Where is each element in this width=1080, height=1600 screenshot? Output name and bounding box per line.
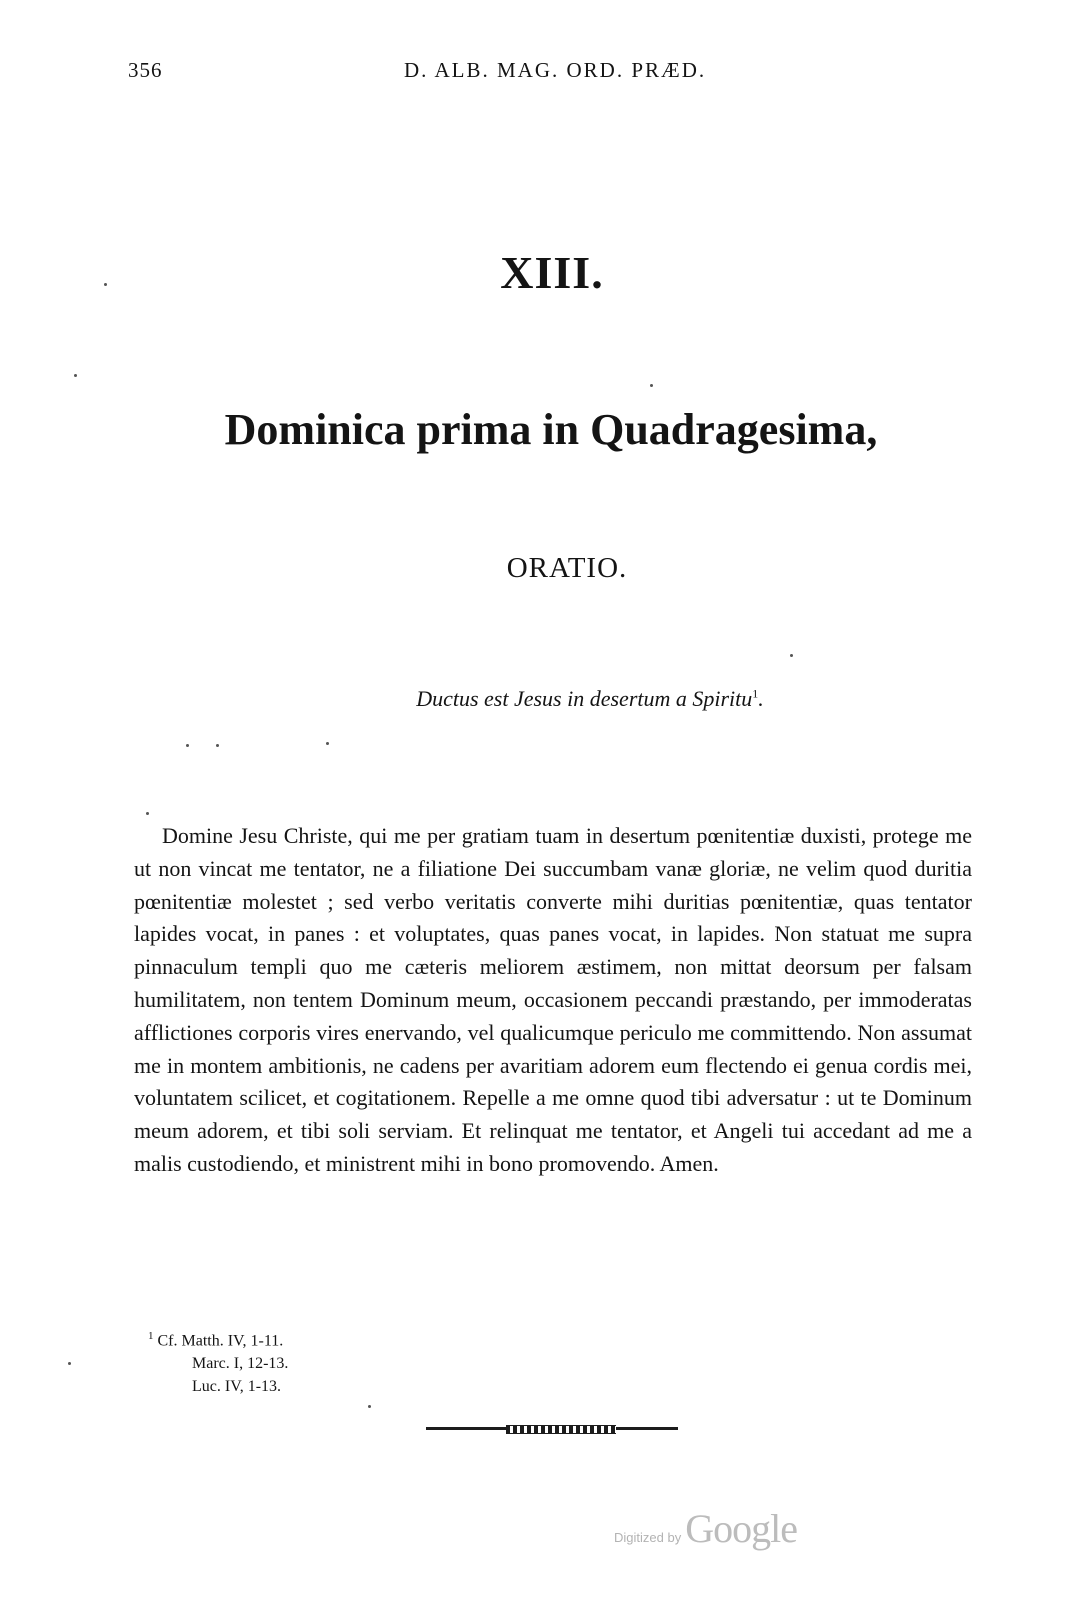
chapter-number: XIII. [500, 247, 604, 298]
footnote-line [148, 1375, 288, 1398]
epigraph-end: . [758, 686, 764, 711]
digitized-watermark [614, 1505, 797, 1551]
sub-title: ORATIO. [506, 552, 628, 584]
section-title: Dominica prima in Quadragesima, [224, 405, 878, 454]
print-speck [74, 374, 77, 377]
prayer-paragraph: Domine Jesu Christe, qui me per gratiam tuam in desertum pœnitentiæ duxisti, protege me ut non vincat me tentator, ne a filiatione Dei succumbam vanæ gloriæ, ne velim quod duritia pœnitentiæ molestet ; sed verbo veritatis converte mihi duritias pœnitentiæ, quas tentator lapides vocat, in panes : et voluptates, quas panes vocat, in lapides. Non statuat me supra pinnaculum templi quo me cæteris meliorem æstimem, non mittat deorsum per falsam humilitatem, non tentem Dominum meum, occasionem peccandi præstando, per immoderatas afflictiones corporis vires enervando, vel qualicumque periculo me committendo. Non assumat me in montem ambitionis, ne cadens per avaritiam adorem eum flectendo ei genua cordis mei, voluntatem scilicet, et cogitationem. Repelle a me omne quod tibi adversatur : ut te Dominum meum adorem, et tibi soli serviam. Et relinquat me tentator, et Angeli tui accedant ad me a malis custodiendo, et ministrent mihi in bono promovendo. Amen. [134, 823, 972, 1176]
print-speck [790, 654, 793, 657]
footnote-text: Cf. Matth. IV, 1-11. [157, 1332, 284, 1350]
epigraph-text: Ductus est Jesus in desertum a Spiritu [416, 686, 753, 711]
print-speck [650, 384, 653, 387]
print-speck [216, 744, 219, 747]
footnote-line [148, 1352, 288, 1375]
footnote-text: Marc. I, 12-13. [192, 1355, 289, 1373]
print-speck [68, 1362, 71, 1365]
ornament-rule [426, 1425, 678, 1433]
footnotes [148, 1325, 288, 1398]
print-speck [186, 744, 189, 747]
page-number: 356 [128, 58, 163, 82]
footnote-mark: 1 [148, 1330, 154, 1342]
running-head [0, 58, 1080, 88]
epigraph [0, 686, 1080, 712]
print-speck [326, 742, 329, 745]
running-title: D. ALB. MAG. ORD. PRÆD. [404, 58, 707, 82]
print-speck [146, 812, 149, 815]
footnote-text: Luc. IV, 1-13. [192, 1378, 282, 1396]
google-logo: Google [685, 1506, 797, 1551]
print-speck [368, 1405, 371, 1408]
watermark-text: Digitized by [614, 1530, 682, 1545]
footnote-reference: 1 [752, 686, 759, 701]
print-speck [104, 283, 107, 286]
ornament-center [506, 1425, 616, 1434]
footnote-line [148, 1325, 288, 1352]
